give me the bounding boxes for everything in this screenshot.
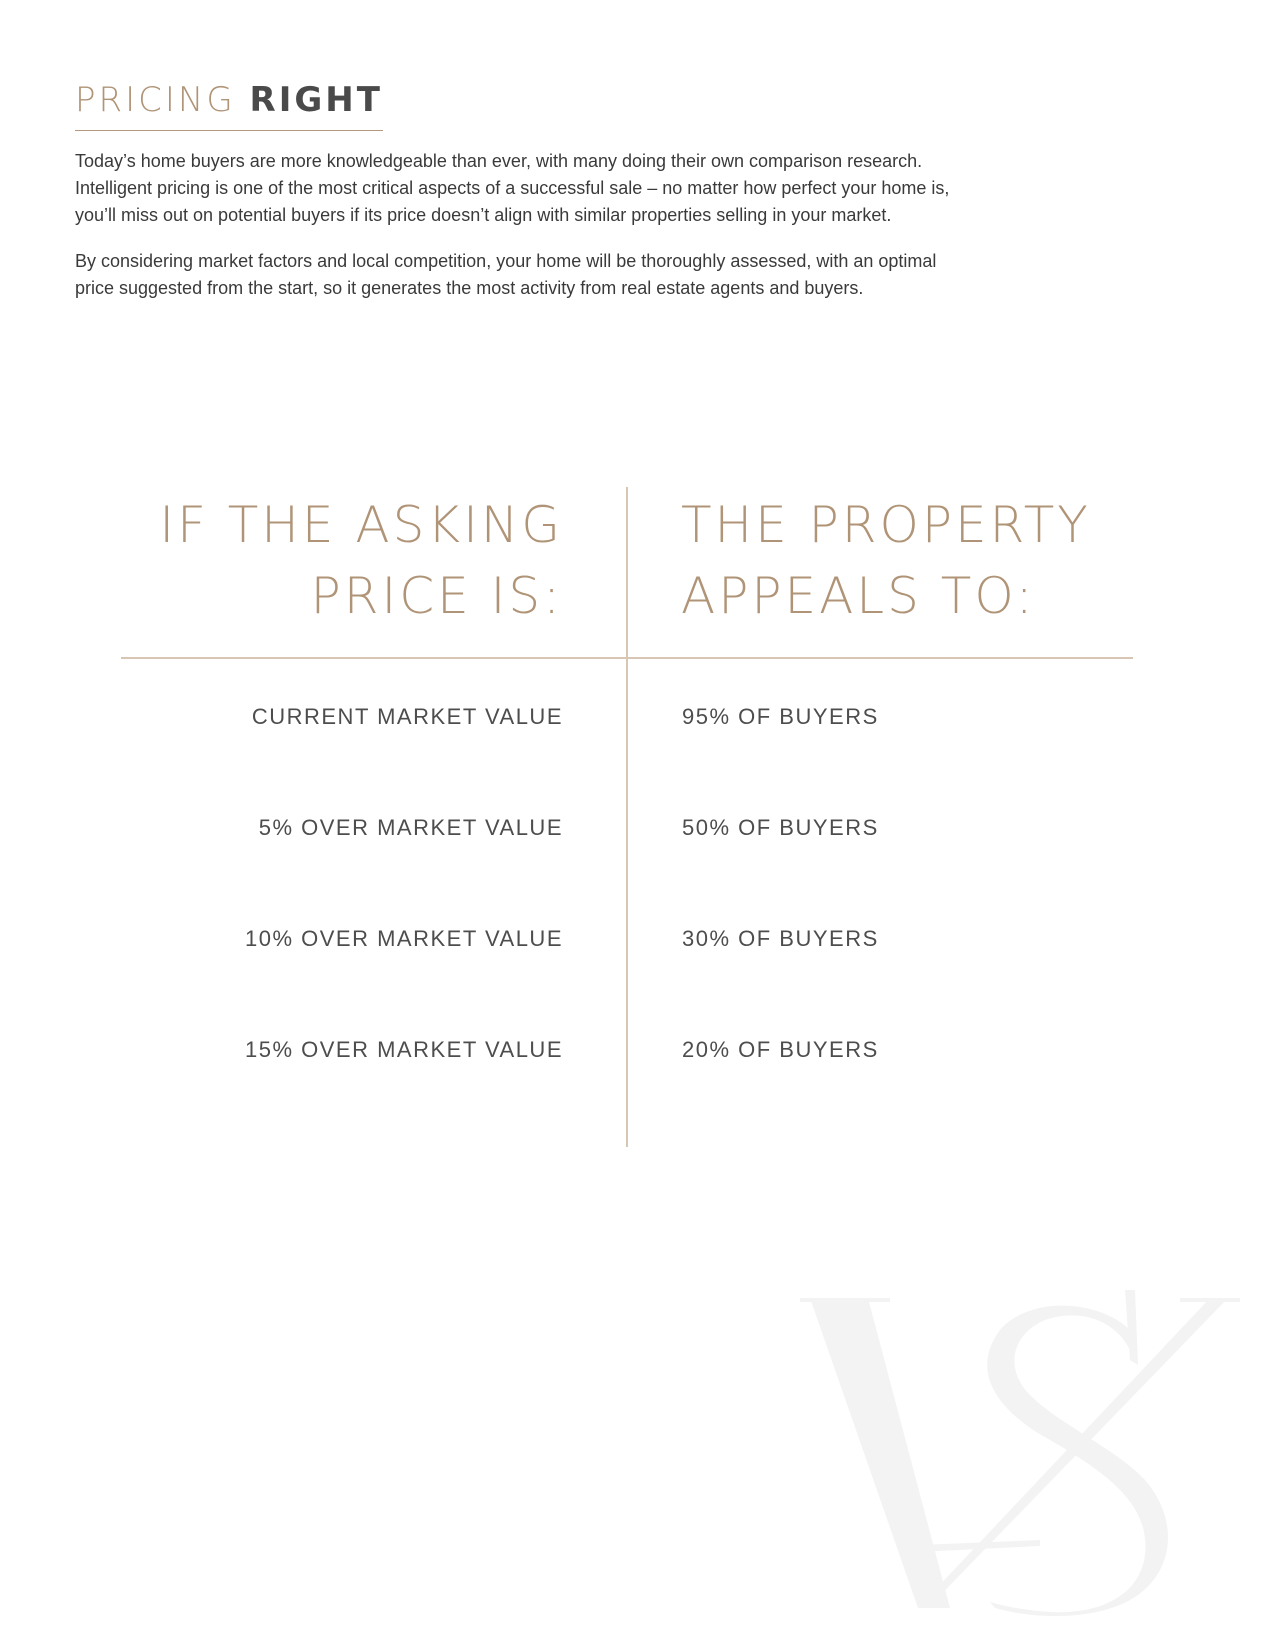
- appeals-to-header-line-1: THE PROPERTY: [681, 496, 1091, 554]
- appeal-cell: 30% OF BUYERS: [682, 926, 879, 951]
- price-cell: 5% OVER MARKET VALUE: [258, 815, 563, 840]
- page-title-bold: RIGHT: [249, 80, 383, 120]
- watermark-v-left-stroke: [810, 1298, 950, 1608]
- watermark-serif-left: [800, 1298, 890, 1302]
- table-row: [0, 1030, 1275, 1070]
- intro-text: [75, 148, 975, 321]
- price-cell: 15% OVER MARKET VALUE: [244, 1037, 563, 1062]
- asking-price-header: [159, 490, 563, 632]
- appeal-cell: 95% OF BUYERS: [682, 704, 879, 729]
- page-title: [75, 78, 383, 131]
- table-horizontal-divider: [121, 657, 1133, 659]
- intro-paragraph-1: Today’s home buyers are more knowledgeable than ever, with many doing their own comparison research. Intelligent pricing is one of the most critical aspects of a successful sale – no matter how perfect your home is, you’ll miss out on potential buyers if its price doesn’t align with similar properties selling in your market.: [75, 151, 950, 225]
- appeals-to-header: [681, 490, 1091, 632]
- appeal-cell: 20% OF BUYERS: [682, 1037, 879, 1062]
- asking-price-header-line-2: PRICE IS:: [310, 567, 563, 625]
- table-row: [0, 919, 1275, 959]
- table-row: [0, 808, 1275, 848]
- appeals-to-header-line-2: APPEALS TO:: [681, 567, 1036, 625]
- intro-paragraph-2: By considering market factors and local competition, your home will be thoroughly assessed, with an optimal price suggested from the start, so it generates the most activity from real estate agents and buyers.: [75, 251, 937, 298]
- price-cell: CURRENT MARKET VALUE: [251, 704, 563, 729]
- watermark-s-stroke: [987, 1306, 1168, 1616]
- price-cell: 10% OVER MARKET VALUE: [244, 926, 563, 951]
- table-row: [0, 697, 1275, 737]
- asking-price-header-line-1: IF THE ASKING: [159, 496, 563, 554]
- watermark-serif-right: [1180, 1298, 1240, 1302]
- appeal-cell: 50% OF BUYERS: [682, 815, 879, 840]
- vs-monogram-watermark: [800, 1290, 1240, 1620]
- page-title-light: PRICING: [75, 80, 236, 120]
